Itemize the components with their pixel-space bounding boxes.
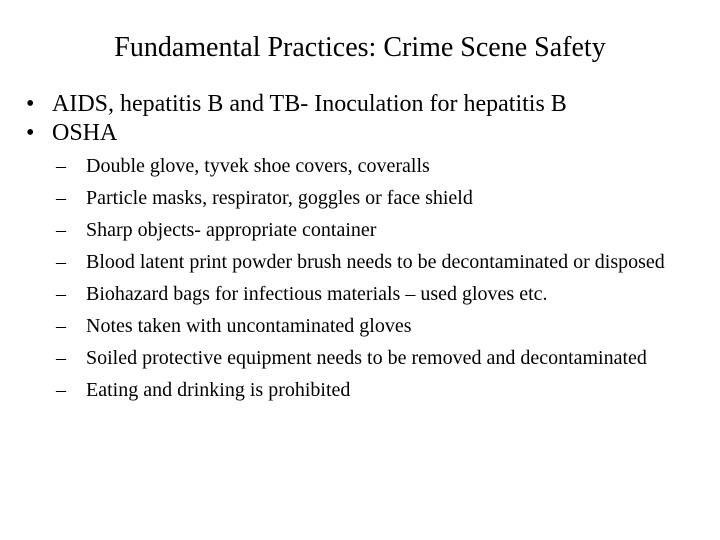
- bullet-marker: •: [26, 91, 35, 117]
- sub-bullet-marker: –: [56, 315, 66, 337]
- sub-bullet-text: Biohazard bags for infectious materials – used gloves etc.: [86, 283, 548, 305]
- sub-bullet-item: [0, 218, 668, 242]
- sub-bullet-marker: –: [56, 379, 66, 401]
- sub-bullet-item: [0, 346, 668, 370]
- sub-bullet-text: Double glove, tyvek shoe covers, coveralls: [86, 155, 430, 177]
- sub-bullet-item: [0, 378, 668, 402]
- sub-bullet-text: Blood latent print powder brush needs to be decontaminated or disposed: [86, 251, 665, 273]
- sub-bullet-text: Notes taken with uncontaminated gloves: [86, 315, 412, 337]
- sub-bullet-item: [0, 186, 668, 210]
- sub-bullet-item: [0, 314, 668, 338]
- sub-bullet-marker: –: [56, 347, 66, 369]
- sub-bullet-text: Sharp objects- appropriate container: [86, 219, 377, 241]
- sub-bullet-text: Soiled protective equipment needs to be removed and decontaminated: [86, 347, 647, 369]
- bullet-marker: •: [26, 120, 35, 146]
- sub-bullet-item: [0, 282, 668, 306]
- bullet-text: OSHA: [52, 120, 118, 146]
- sub-bullet-marker: –: [56, 283, 66, 305]
- bullet-list: [0, 90, 720, 410]
- sub-bullet-item: [0, 250, 668, 274]
- sub-bullet-marker: –: [56, 187, 66, 209]
- bullet-text: AIDS, hepatitis B and TB- Inoculation for hepatitis B: [52, 91, 567, 117]
- sub-bullet-item: [0, 154, 668, 178]
- bullet-item: [0, 119, 720, 402]
- bullet-item: [0, 90, 720, 119]
- sub-bullet-text: Eating and drinking is prohibited: [86, 379, 351, 401]
- sub-bullet-marker: –: [56, 251, 66, 273]
- sub-bullet-text: Particle masks, respirator, goggles or face shield: [86, 187, 473, 209]
- sub-bullet-marker: –: [56, 155, 66, 177]
- sub-bullet-marker: –: [56, 219, 66, 241]
- slide-title: Fundamental Practices: Crime Scene Safety: [114, 32, 606, 63]
- sub-bullet-list: [0, 154, 668, 402]
